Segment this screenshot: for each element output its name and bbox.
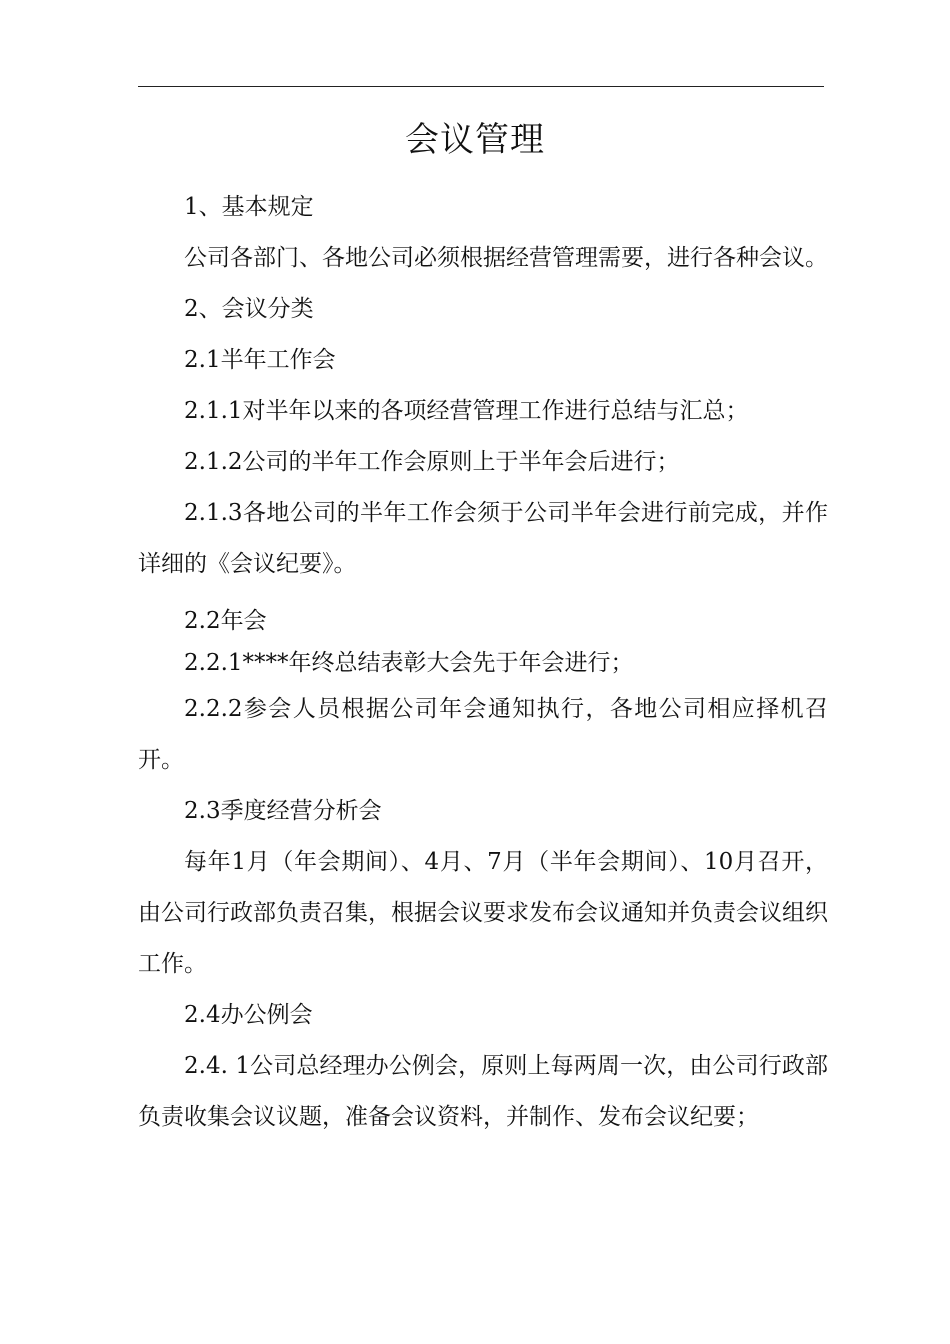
list-item-2-1-2: 2.1.2公司的半年工作会原则上于半年会后进行； <box>184 449 680 475</box>
spacer <box>138 590 828 600</box>
subsection-heading-2-1: 2.1半年工作会 <box>184 347 336 373</box>
list-item-2-2-2: 2.2.2参会人员根据公司年会通知执行，各地公司相应择机召开。 <box>138 696 828 773</box>
list-item-2-2-1: 2.2.1****年终总结表彰大会先于年会进行； <box>184 650 634 676</box>
subsection-heading-2-3: 2.3季度经营分析会 <box>184 798 382 824</box>
subsection-heading-2-4: 2.4办公例会 <box>184 1002 313 1028</box>
subsection-heading-2-2: 2.2年会 <box>184 608 267 634</box>
paragraph: 公司各部门、各地公司必须根据经营管理需要，进行各种会议。 <box>184 245 828 271</box>
document-body <box>138 182 828 1143</box>
list-item-2-4-1: 2.4. 1公司总经理办公例会，原则上每两周一次，由公司行政部负责收集会议议题，准备会议资料，并制作、发布会议纪要； <box>138 1053 828 1130</box>
header-rule <box>138 86 824 87</box>
section-heading-2: 2、会议分类 <box>184 296 314 322</box>
list-item-2-1-1: 2.1.1对半年以来的各项经营管理工作进行总结与汇总； <box>184 398 749 424</box>
section-heading-1: 1、基本规定 <box>184 194 314 220</box>
document-title: 会议管理 <box>405 120 545 160</box>
paragraph: 每年1月（年会期间）、4月、7月（半年会期间）、10月召开，由公司行政部负责召集，根据会议要求发布会议通知并负责会议组织工作。 <box>138 849 828 977</box>
list-item-2-1-3: 2.1.3各地公司的半年工作会须于公司半年会进行前完成，并作详细的《会议纪要》。 <box>138 500 828 577</box>
